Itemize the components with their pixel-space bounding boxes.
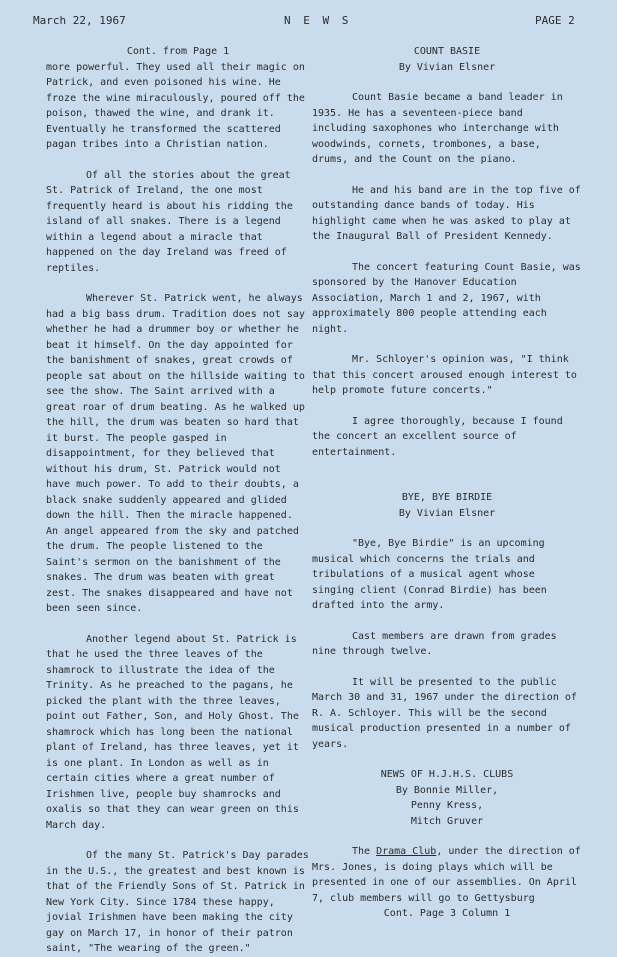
page-header (0, 10, 617, 30)
article-byline: Penny Kress, (410, 800, 484, 811)
article-paragraph: He and his band are in the top five of outstanding dance bands of today. His highlight came when he was asked to play at the Inaugural Ball of President Kennedy. (312, 184, 581, 242)
article-title: BYE, BYE BIRDIE (401, 492, 493, 503)
article-paragraph: Cast members are drawn from grades nine through twelve. (312, 630, 557, 657)
continued-from: Cont. from Page 1 (126, 46, 230, 57)
article-paragraph: Of the many St. Patrick's Day parades in the U.S., the greatest and best known is that of the Friendly Sons of St. Patrick in New York City. Since 1784 these happy, jovial Irishmen have been making the city gay on March 17, in honor of their patron saint, "The wearing of the green." (46, 850, 309, 954)
right-column (312, 44, 582, 922)
article-title: COUNT BASIE (413, 46, 481, 57)
article-paragraph: "Bye, Bye Birdie" is an upcoming musical which concerns the trials and tribulations of a musical agent whose singing client (Conrad Birdie) has been drafted into the army. (312, 538, 547, 611)
drama-text: , under the direction of Mrs. Jones, is doing plays which will be presented in one of our assemblies. On April 7, club members will go to Gettysburg (312, 846, 581, 904)
drama-club-label: Drama Club (376, 846, 437, 857)
article-paragraph: Count Basie became a band leader in 1935. He has a seventeen-piece band including saxophones who interchange with woodwinds, cornets, trombones, a base, drums, and the Count on the piano. (312, 92, 563, 165)
continued-to: Cont. Page 3 Column 1 (383, 908, 511, 919)
page-number: PAGE 2 (535, 14, 575, 27)
drama-prefix: The (352, 846, 377, 857)
article-byline: By Vivian Elsner (398, 507, 496, 519)
issue-date: March 22, 1967 (33, 14, 126, 27)
article-paragraph: more powerful. They used all their magic on Patrick, and even poisoned his wine. He froze the wine miraculously, poured off the poison, thawed the wine, and drank it. Eventually he transformed the scattered pagan tribes into a Christian nation. (46, 61, 305, 150)
newsletter-title: N E W S (284, 14, 352, 27)
article-paragraph: The concert featuring Count Basie, was sponsored by the Hanover Education Association, March 1 and 2, 1967, with approximately 800 people attending each night. (312, 261, 581, 335)
article-paragraph: Wherever St. Patrick went, he always had a big bass drum. Tradition does not say whether he had a drummer boy or whether he beat it himself. On the day appointed for the banishment of snakes, great crowds of people sat about on the hillside waiting to see the show. The Saint arrived with a great roar of drum beating. As he walked up the hill, the drum was beaten so hard that it burst. The people gasped in disappointment, for they believed that without his drum, St. Patrick would not have much power. To add to their doubts, a black snake suddenly appeared and glided down the hill. Then the miracle happened. An angel appeared from the sky and patched the drum. The people listened to the Saint's sermon on the banishment of the snakes. The drum was beaten with great zest. The snakes disappeared and have not been seen since. (46, 293, 305, 614)
article-byline: By Vivian Elsner (398, 61, 496, 73)
article-title: NEWS OF H.J.H.S. CLUBS (380, 769, 514, 780)
article-paragraph (312, 844, 582, 906)
article-paragraph: I agree thoroughly, because I found the concert an excellent source of entertainment. (312, 415, 563, 458)
article-paragraph: Another legend about St. Patrick is that he used the three leaves of the shamrock to illustrate the idea of the Trinity. As he preached to the pagans, he picked the plant with the three leaves, point out Father, Son, and Holy Ghost. The shamrock which has long been the national plant of Ireland, has three leaves, yet it is one plant. In London as well as in certain cities where a great number of Irishmen live, people buy shamrocks and oxalis so that they can wear green on this March day. (46, 633, 299, 831)
article-paragraph: Of all the stories about the great St. Patrick of Ireland, the one most frequently heard is about his ridding the island of all snakes. There is a legend within a legend about a miracle that happened on the day Ireland was freed of reptiles. (46, 169, 293, 274)
article-paragraph: It will be presented to the public March 30 and 31, 1967 under the direction of R. A. Schloyer. This will be the second musical production presented in a number of years. (312, 676, 577, 750)
article-byline: By Bonnie Miller, (395, 784, 499, 796)
article-paragraph: Mr. Schloyer's opinion was, "I think that this concert aroused enough interest to help promote future concerts." (312, 354, 577, 396)
left-column (46, 44, 310, 957)
article-byline: Mitch Gruver (410, 815, 484, 827)
